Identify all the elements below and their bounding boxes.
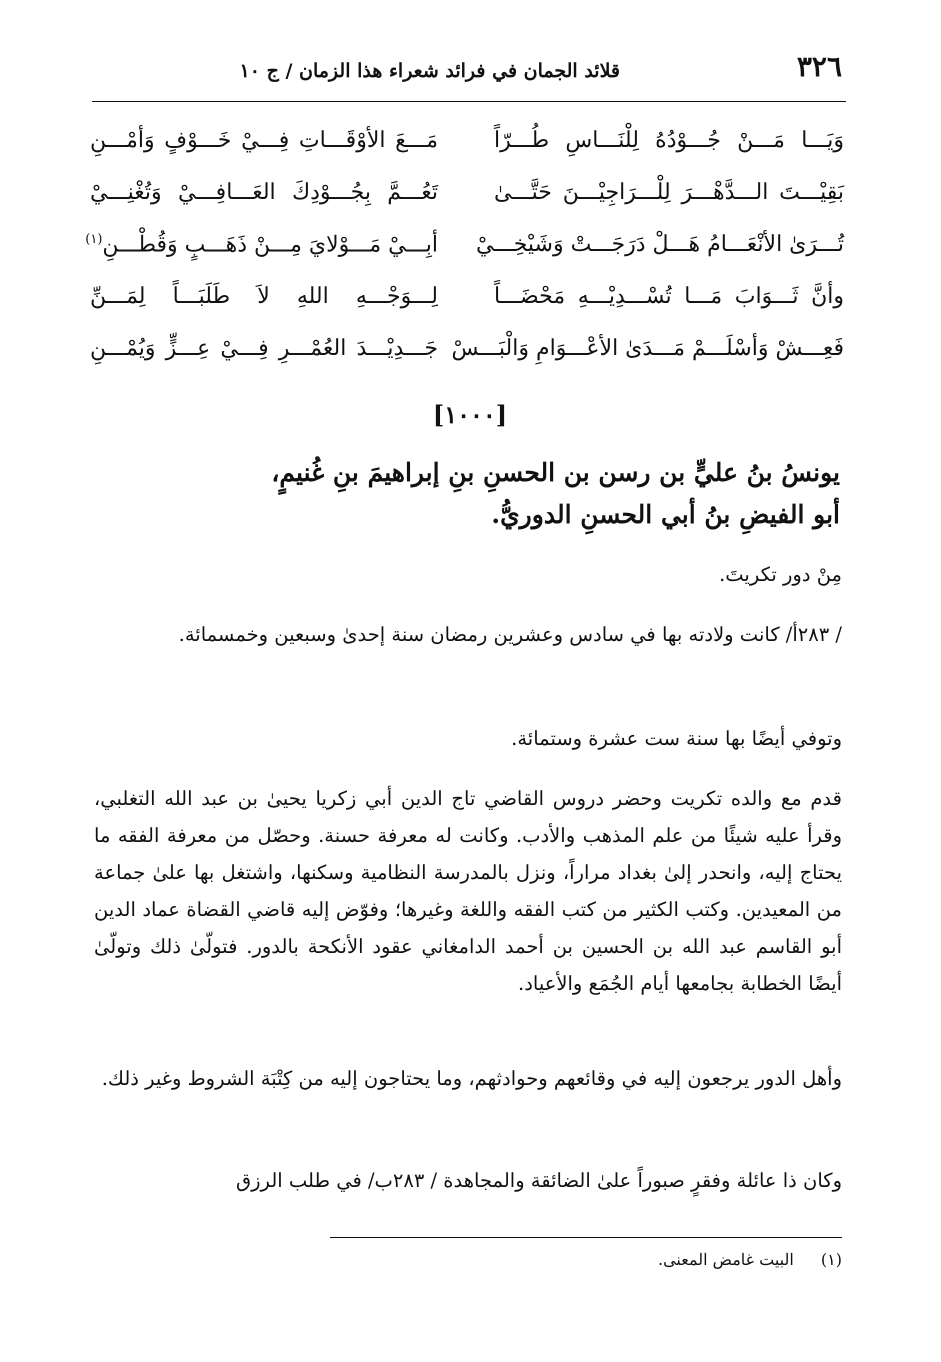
verse-second-hemistich [85,232,438,258]
verse-first-hemistich: وأنَّ ثَـــوَابَ مَـــا تُسْـــدِيْـــهِ مَحْضَـــاً [494,284,844,309]
running-header-title: قلائد الجمان في فرائد شعراء هذا الزمان / ج ١٠ [239,60,620,82]
paragraph: وتوفي أيضًا بها سنة ست عشرة وستمائة. [511,727,842,750]
verse-line [85,232,844,282]
paragraph: / ٢٨٣أ/ كانت ولادته بها في سادس وعشرين رمضان سنة إحدىٰ وسبعين وخمسمائة. [178,623,842,646]
verse-first-hemistich: وَيَـــا مَـــنْ جُـــوْدُهُ لِلْنَـــاسِ طُـــرّاً [494,128,844,153]
footnote-number: (١) [820,1250,842,1269]
paragraph: مِنْ دور تكريتَ. [719,563,842,586]
verse-second-hemistich: تَعُـــمَّ بِجُـــوْدِكَ العَـــافِـــيْ وَتُغْنِـــيْ [90,180,438,205]
paragraph: وكان ذا عائلة وفقرٍ صبوراً علىٰ الضائقة والمجاهدة / ٢٨٣ب/ في طلب الرزق [236,1169,842,1192]
entry-number: [١٠٠٠] [432,400,508,429]
verse-line [90,284,844,334]
paragraph: وأهل الدور يرجعون إليه في وقائعهم وحوادثهم، وما يحتاجون إليه من كِتْبَة الشروط وغير ذلك. [101,1067,842,1090]
verse-line [90,180,844,230]
verse-first-hemistich: بَقِيْـــتَ الـــدَّهْـــرَ لِلْـــرَاجِيْـــنَ حَتَّـــىٰ [494,180,844,205]
verse-second-hemistich: جَـــدِيْـــدَ العُمْـــرِ فِـــيْ عِـــزٍّ وَيُمْـــنِ [90,336,438,361]
verse-second-hemistich: مَـــعَ الأوْقَـــاتِ فِـــيْ خَـــوْفٍ وَأمْـــنِ [90,128,438,153]
entry-name-line-2: أبو الفيضِ بنُ أبي الحسنِ الدوريُّ. [491,500,840,529]
footnote-text: البيت غامض المعنى. [658,1250,794,1269]
verse-second-hemistich: لِـــوَجْـــهِ اللهِ لاَ طَلَبَـــاً لِمَـــنِّ [90,284,438,309]
entry-name-line-1: يونسُ بنُ عليٍّ بن رسن بن الحسنِ بنِ إبراهيمَ بنِ غُنيمٍ، [271,458,840,487]
verse-second-hemistich-text: أبِـــيْ مَـــوْلايَ مِـــنْ ذَهَـــبٍ وَقُطْـــنِ [102,232,438,258]
paragraph: قدم مع والده تكريت وحضر دروس القاضي تاج الدين أبي زكريا يحيىٰ بن عبد الله التغلبي، وقرأ عليه شيئًا من علم المذهب والأدب. وكانت له معرفة حسنة. وحصّل من معرفة الفقه ما يحتاج إليه، وانحدر إلىٰ بغداد مراراً، ونزل بالمدرسة النظامية وسكنها، واشتغل بها علىٰ جماعة من المعيدين. وكتب الكثير من كتب الفقه واللغة وغيرها؛ وفوّض إليه قاضي القضاة عماد الدين أبو القاسم عبد الله بن الحسين بن أحمد الدامغاني عقود الأنكحة بالدور. فتولّىٰ ذلك وتولّىٰ أيضًا الخطابة بجامعها أيام الجُمَع والأعياد. [94,787,842,995]
footnote-reference: (١) [85,232,103,247]
verse-line [90,336,844,386]
page-number: ٣٢٦ [796,50,842,83]
header-rule [92,101,846,102]
verse-first-hemistich: فَعِـــشْ وَأسْلَـــمْ مَـــدَىٰ الأعْـــوَامِ وَالْبَـــسْ [451,336,844,361]
verse-line [90,128,844,178]
footnote-rule [330,1237,842,1238]
verse-first-hemistich: تُـــرَىٰ الأنْعَـــامُ هَـــلْ دَرَجَـــتْ وَشَيْخِـــيْ [476,232,844,257]
footnote [400,1250,842,1269]
